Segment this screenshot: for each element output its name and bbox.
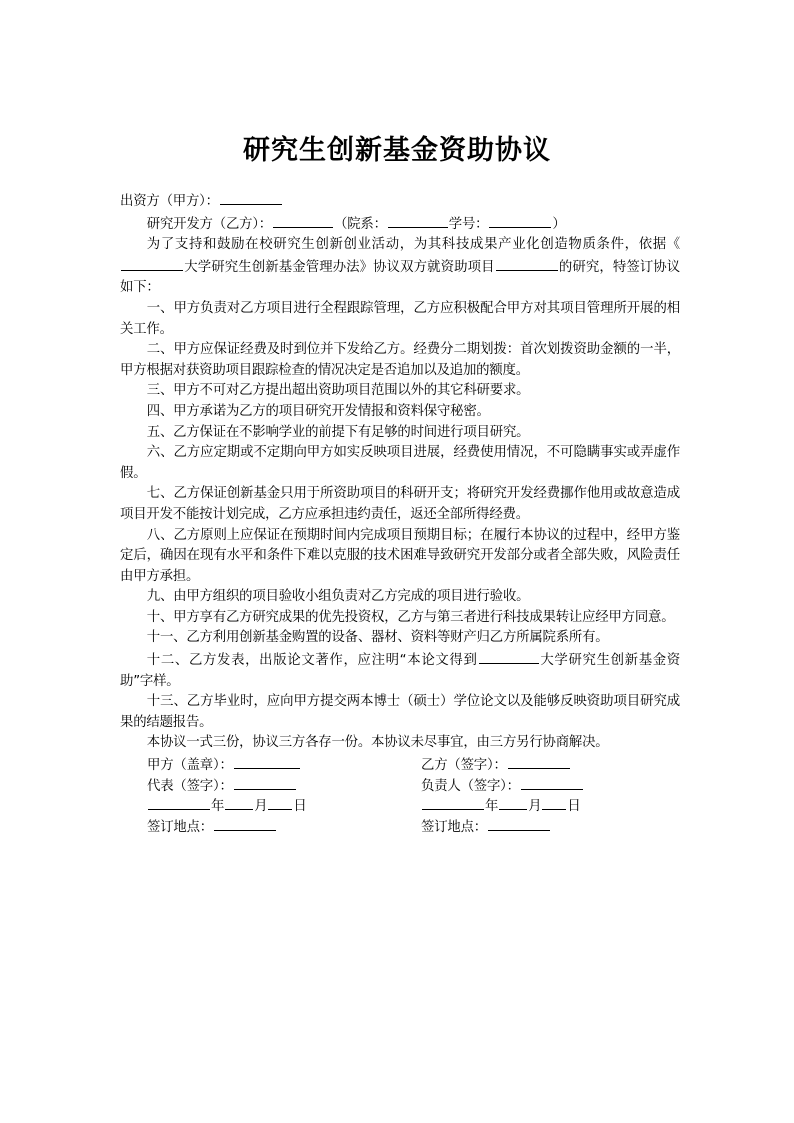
clause-4: 四、甲方承诺为乙方的项目研究开发情报和资料保守秘密。 — [146, 403, 490, 419]
signature-row-place — [120, 816, 680, 837]
party-a-seal-label: 甲方（盖章）： — [147, 758, 233, 774]
place-blank-left[interactable] — [214, 816, 276, 831]
party-b-sign-blank[interactable] — [508, 754, 570, 769]
clause-12-part2: 大学研究生创新基金资助”字样。 — [120, 653, 681, 689]
clause-10: 十、甲方享有乙方研究成果的优先投资权，乙方与第三者进行科技成果转让应经甲方同意。 — [146, 609, 675, 625]
developer-line — [120, 213, 680, 236]
clause-12-part1: 十二、乙方发表，出版论文著作，应注明“本论文得到 — [146, 653, 478, 669]
year-blank-right[interactable] — [422, 795, 484, 810]
year-label-left: 年 — [211, 799, 225, 815]
party-a-seal-field — [120, 754, 421, 775]
day-blank-right[interactable] — [542, 795, 566, 810]
student-id-blank[interactable] — [489, 213, 551, 228]
clause-11: 十一、乙方利用创新基金购置的设备、器材、资料等财产归乙方所属院系所有。 — [146, 630, 609, 646]
place-label-right: 签订地点： — [421, 819, 487, 835]
day-label-right: 日 — [567, 799, 581, 815]
intro-part1: 为了支持和鼓励在校研究生创新创业活动，为其科技成果产业化创造物质条件，依据《 — [146, 237, 680, 253]
representative-sign-label: 代表（签字）： — [147, 778, 233, 794]
party-a-seal-blank[interactable] — [234, 754, 300, 769]
funder-label: 出资方（甲方）： — [120, 194, 219, 209]
representative-sign-field — [120, 775, 421, 796]
university-blank[interactable] — [121, 256, 183, 271]
month-label-right: 月 — [528, 799, 542, 815]
document-body — [120, 190, 680, 836]
funder-line — [120, 190, 680, 213]
signature-row-date — [120, 795, 680, 816]
project-blank[interactable] — [496, 256, 558, 271]
clause-3: 三、甲方不可对乙方提出超出资助项目范围以外的其它科研要求。 — [146, 383, 530, 399]
signature-row-1 — [120, 754, 680, 775]
day-label-left: 日 — [293, 799, 307, 815]
clause-2: 二、甲方应保证经费及时到位并下发给乙方。经费分二期划拨：首次划拨资助金额的一半，甲方根据对获资助项目跟踪检查的情况决定是否追加以及追加的额度。 — [120, 342, 680, 378]
closing-statement: 本协议一式三份，协议三方各存一份。本协议未尽事宜，由三方另行协商解决。 — [146, 735, 609, 751]
signature-row-2 — [120, 775, 680, 796]
developer-label: 研究开发方（乙方）： — [146, 216, 273, 232]
day-blank-left[interactable] — [268, 795, 292, 810]
developer-blank[interactable] — [273, 213, 333, 228]
clause-7: 七、乙方保证创新基金只用于所资助项目的科研开支；将研究开发经费挪作他用或故意造成项目开发不能按计划完成，乙方应承担违约责任，返还全部所得经费。 — [120, 486, 680, 522]
place-field-left — [120, 816, 421, 837]
document-title: 研究生创新基金资助协议 — [243, 135, 551, 166]
clause-9: 九、由甲方组织的项目验收小组负责对乙方完成的项目进行验收。 — [146, 589, 530, 605]
year-label-right: 年 — [485, 799, 499, 815]
party-b-sign-label: 乙方（签字）： — [421, 758, 507, 774]
clause-5: 五、乙方保证在不影响学业的前提下有足够的时间进行项目研究。 — [146, 424, 530, 440]
person-in-charge-sign-label: 负责人（签字）： — [421, 778, 520, 794]
person-in-charge-sign-field — [421, 775, 584, 796]
close-paren: ） — [552, 216, 566, 232]
representative-sign-blank[interactable] — [234, 775, 296, 790]
person-in-charge-sign-blank[interactable] — [521, 775, 583, 790]
month-label-left: 月 — [254, 799, 268, 815]
place-blank-right[interactable] — [488, 816, 550, 831]
dept-label: （院系： — [334, 216, 387, 232]
date-field-right — [421, 795, 581, 816]
clause-1: 一、甲方负责对乙方项目进行全程跟踪管理，乙方应积极配合甲方对其项目管理所开展的相关工作。 — [120, 300, 680, 337]
dept-blank[interactable] — [388, 213, 448, 228]
year-blank-left[interactable] — [148, 795, 210, 810]
clause-12 — [120, 649, 680, 692]
student-id-label: 学号： — [448, 216, 489, 232]
intro-paragraph — [120, 235, 680, 299]
month-blank-right[interactable] — [499, 795, 527, 810]
clause-13: 十三、乙方毕业时，应向甲方提交两本博士（硕士）学位论文以及能够反映资助项目研究成果的结题报告。 — [120, 694, 680, 730]
clause-12-university-blank[interactable] — [479, 649, 539, 664]
month-blank-left[interactable] — [225, 795, 253, 810]
party-b-sign-field — [421, 754, 571, 775]
intro-part3: 的研究，特签订协议如下： — [120, 259, 680, 296]
place-field-right — [421, 816, 551, 837]
place-label-left: 签订地点： — [147, 819, 213, 835]
clause-6: 六、乙方应定期或不定期向甲方如实反映项目进展，经费使用情况，不可隐瞒事实或弄虚作假。 — [120, 445, 680, 481]
clause-8: 八、乙方原则上应保证在预期时间内完成项目预期目标；在履行本协议的过程中，经甲方鉴定后，确因在现有水平和条件下难以克服的技术困难导致研究开发部分或者全部失败，风险责任由甲方承担。 — [120, 527, 680, 584]
intro-part2: 大学研究生创新基金管理办法》协议双方就资助项目 — [184, 259, 495, 275]
funder-blank[interactable] — [220, 190, 282, 205]
date-field-left — [120, 795, 421, 816]
